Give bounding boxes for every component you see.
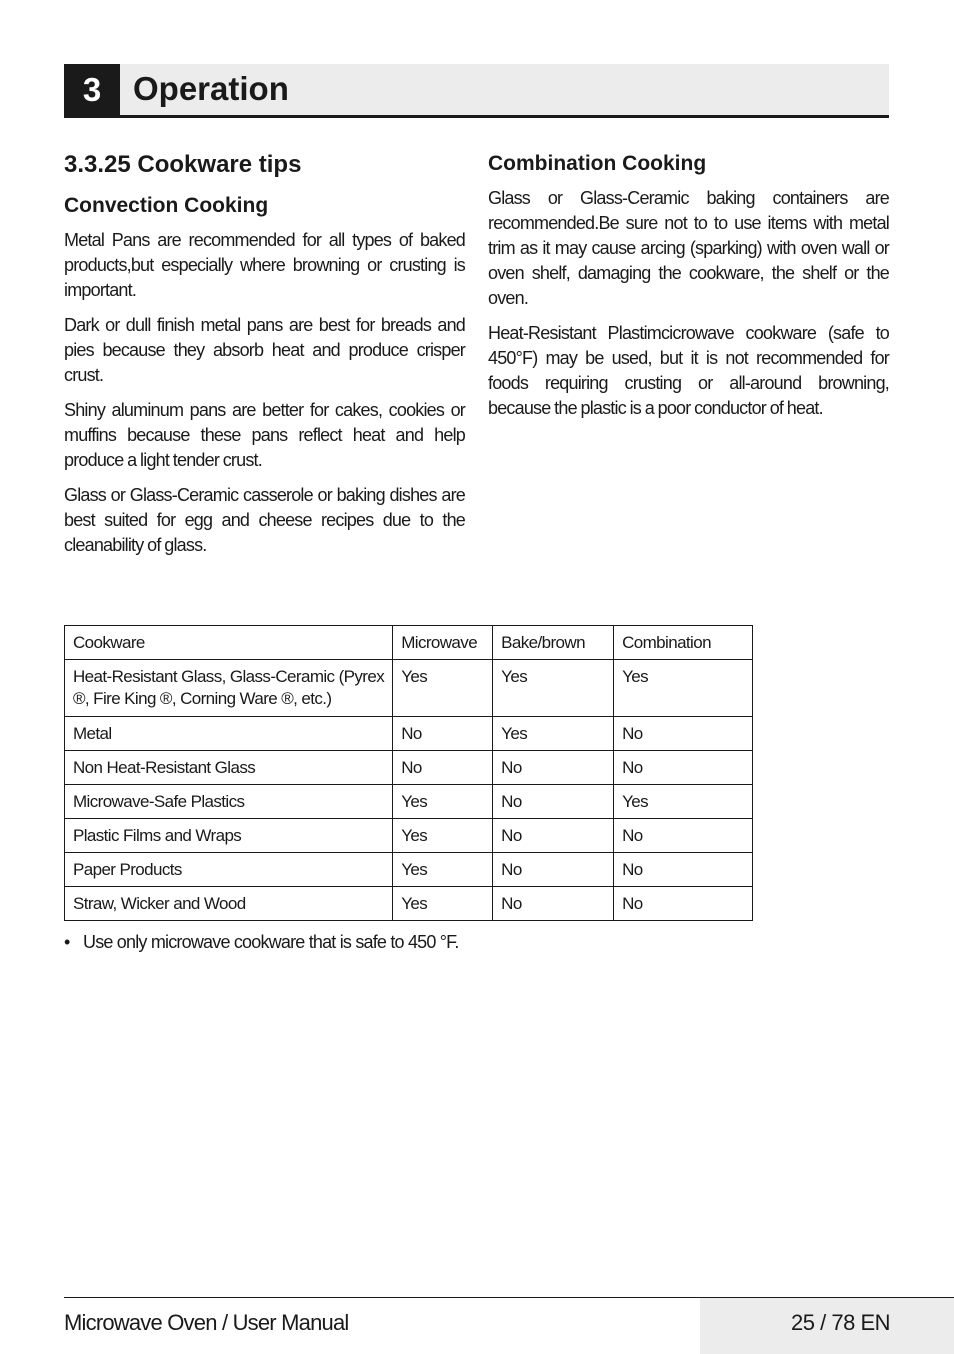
table-cell: No	[493, 887, 614, 921]
table-cell: Yes	[393, 853, 493, 887]
table-cell: Yes	[493, 717, 614, 751]
convection-heading: Convection Cooking	[64, 194, 269, 217]
chapter-header	[64, 64, 889, 118]
manual-title: Microwave Oven / User Manual	[64, 1310, 349, 1335]
table-header-cell: Microwave	[393, 626, 493, 660]
combination-heading: Combination Cooking	[488, 152, 707, 175]
table-cell: Microwave-Safe Plastics	[65, 785, 393, 819]
right-column	[488, 150, 889, 431]
table-row	[65, 785, 753, 819]
table-cell: No	[493, 853, 614, 887]
table-cell: Straw, Wicker and Wood	[65, 887, 393, 921]
table-cell: No	[493, 785, 614, 819]
table-cell: Plastic Films and Wraps	[65, 819, 393, 853]
table-cell: No	[614, 717, 753, 751]
table-header-cell: Cookware	[65, 626, 393, 660]
table-cell: No	[614, 853, 753, 887]
bullet-icon: •	[64, 932, 70, 952]
paragraph: Shiny aluminum pans are better for cakes, cookies or muffins because these pans reflect heat and help produce a light tender crust.	[64, 400, 465, 470]
table-cell: No	[614, 751, 753, 785]
page-number: 25 / 78 EN	[791, 1310, 890, 1335]
section-title: 3.3.25 Cookware tips	[64, 151, 302, 178]
paragraph: Dark or dull finish metal pans are best for breads and pies because they absorb heat and produce crisper crust.	[64, 315, 465, 385]
table-row	[65, 660, 753, 717]
table-row	[65, 717, 753, 751]
table-header-cell: Combination	[614, 626, 753, 660]
table-cell: Metal	[65, 717, 393, 751]
paragraph: Heat-Resistant Plastimcicrowave cookware (safe to 450°F) may be used, but it is not recommended for foods requiring crusting or all-around browning, because the plastic is a poor conductor of heat.	[488, 323, 889, 418]
cookware-table	[64, 625, 753, 921]
table-header-cell: Bake/brown	[493, 626, 614, 660]
page-number-box	[700, 1298, 954, 1354]
paragraph: Metal Pans are recommended for all types of baked products,but especially where browning or crusting is important.	[64, 230, 465, 300]
chapter-title: Operation	[133, 70, 289, 107]
table-cell: Yes	[393, 887, 493, 921]
safety-note	[64, 930, 465, 955]
table-row	[65, 887, 753, 921]
table-cell: Paper Products	[65, 853, 393, 887]
table-cell: Non Heat-Resistant Glass	[65, 751, 393, 785]
table-cell: No	[493, 751, 614, 785]
paragraph: Glass or Glass-Ceramic baking containers are recommended.Be sure not to to use items with metal trim as it may cause arcing (sparking) with oven wall or oven shelf, damaging the cookware, the shelf or the oven.	[488, 188, 889, 308]
table-row	[65, 751, 753, 785]
table-cell: Yes	[614, 660, 753, 717]
left-column	[64, 150, 465, 568]
chapter-number: 3	[64, 64, 120, 115]
table-cell: Yes	[614, 785, 753, 819]
paragraph: Glass or Glass-Ceramic casserole or baking dishes are best suited for egg and cheese recipes due to the cleanability of glass.	[64, 485, 465, 555]
table-cell: No	[614, 887, 753, 921]
table-cell: No	[393, 751, 493, 785]
note-text: Use only microwave cookware that is safe to 450 °F.	[83, 932, 459, 952]
table-cell: Yes	[393, 660, 493, 717]
table-header-row	[65, 626, 753, 660]
table-cell: Yes	[493, 660, 614, 717]
table-cell: Heat-Resistant Glass, Glass-Ceramic (Pyrex ®, Fire King ®, Corning Ware ®, etc.)	[65, 660, 393, 717]
table-cell: No	[493, 819, 614, 853]
table-cell: No	[614, 819, 753, 853]
table-cell: No	[393, 717, 493, 751]
table-cell: Yes	[393, 785, 493, 819]
table-row	[65, 819, 753, 853]
table-row	[65, 853, 753, 887]
table-cell: Yes	[393, 819, 493, 853]
